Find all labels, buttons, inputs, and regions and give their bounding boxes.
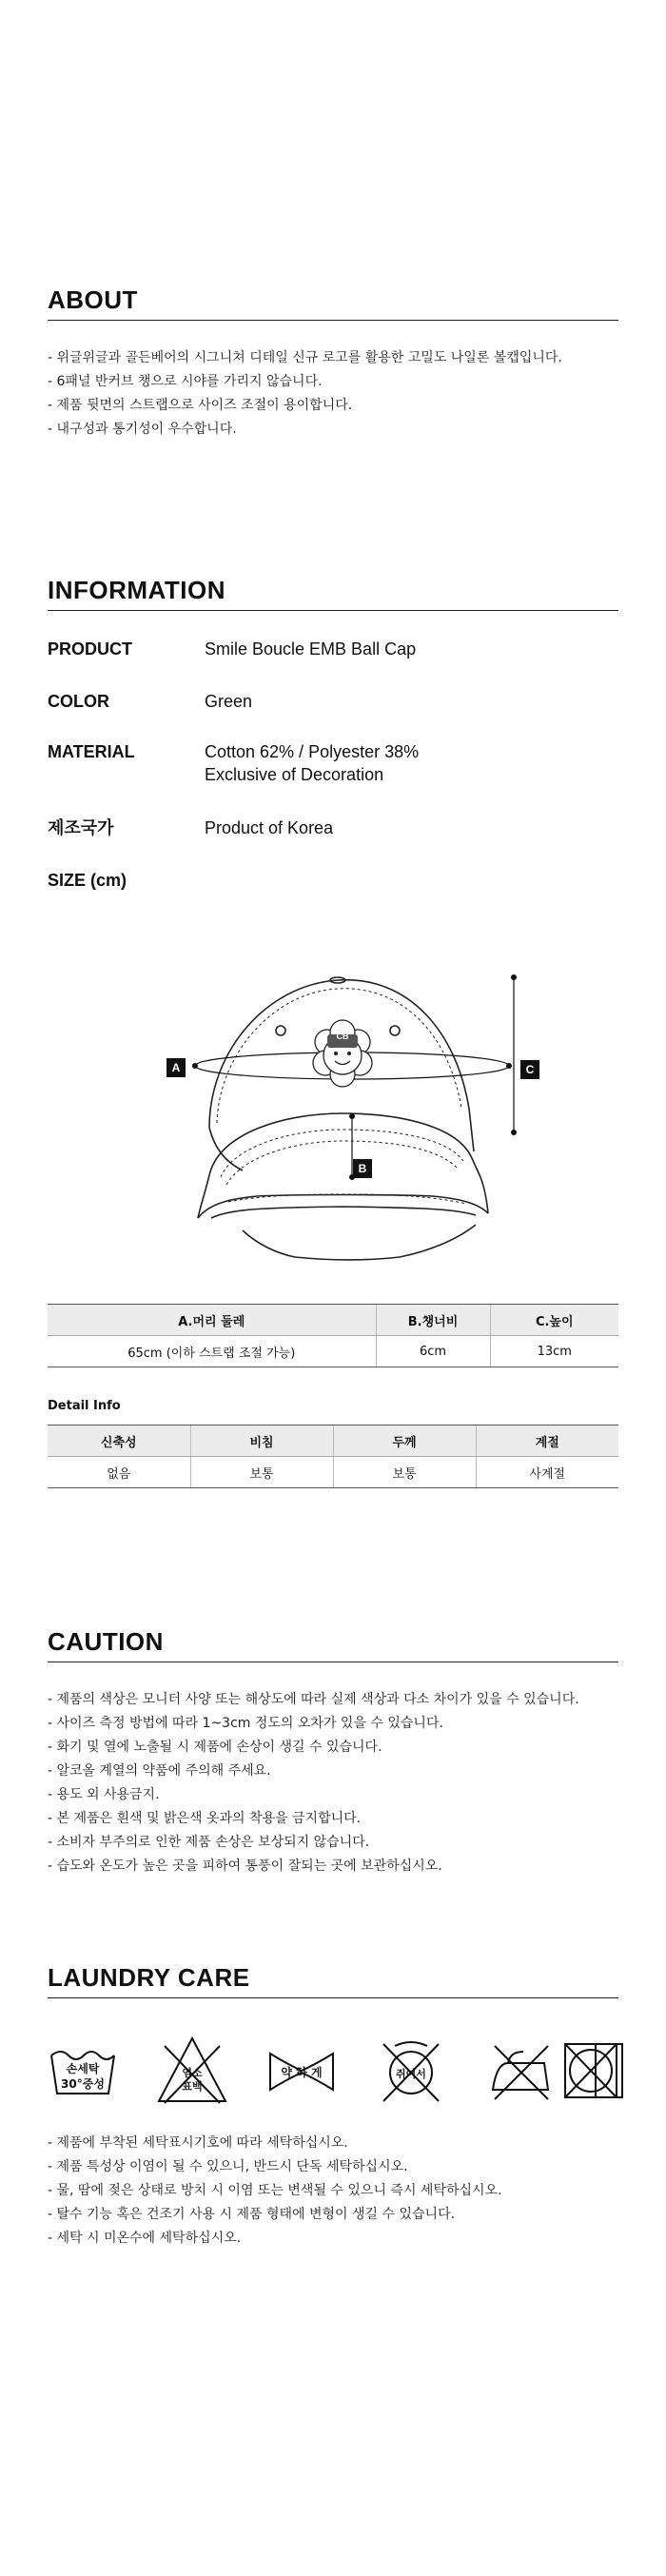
table-row: [48, 1336, 618, 1367]
information-title: INFORMATION: [48, 576, 225, 604]
laundry-list: [48, 2132, 628, 2251]
laundry-item: - 물, 땀에 젖은 상태로 방치 시 이염 또는 변색될 수 있으니 즉시 세탁하십시오.: [48, 2183, 502, 2198]
detail-cell: 보통: [333, 1457, 476, 1488]
info-value: Smile Boucle EMB Ball Cap: [205, 639, 417, 659]
detail-cell: 보통: [190, 1457, 333, 1488]
laundry-item: - 제품에 부착된 세탁표시기호에 따라 세탁하십시오.: [48, 2135, 348, 2151]
about-list: [48, 346, 628, 442]
detail-cell: 없음: [48, 1457, 190, 1488]
detail-header: 계절: [476, 1426, 618, 1457]
size-label: SIZE (cm): [48, 871, 127, 890]
info-key: PRODUCT: [48, 639, 132, 659]
caution-item: - 본 제품은 흰색 및 밝은색 옷과의 착용을 금지합니다.: [48, 1811, 362, 1826]
bleach-icon: [157, 2035, 227, 2107]
caution-item: - 화기 및 열에 노출될 시 제품에 손상이 생길 수 있습니다.: [48, 1740, 382, 1755]
detail-info-label: Detail Info: [48, 1399, 121, 1413]
about-item: - 내구성과 통기성이 우수합니다.: [48, 422, 237, 437]
info-key: COLOR: [48, 692, 109, 711]
size-header-a: A.머리 둘레: [48, 1305, 376, 1336]
gentle-wring-text: 약 하 게: [281, 2066, 323, 2079]
detail-header: 신축성: [48, 1426, 190, 1457]
caution-item: - 알코올 계열의 약품에 주의해 주세요.: [48, 1763, 271, 1779]
flower-logo-icon: [313, 1020, 372, 1087]
about-divider: [48, 320, 618, 321]
hand-wash-text: 손세탁: [66, 2062, 100, 2075]
caution-title: CAUTION: [48, 1627, 164, 1656]
about-item: - 6패널 반커브 챙으로 시야를 가리지 않습니다.: [48, 374, 323, 389]
about-item: - 위글위글과 골든베어의 시그니쳐 디테일 신규 로고를 활용한 고밀도 나일론 볼캡입니다.: [48, 350, 562, 365]
laundry-item: - 세탁 시 미온수에 세탁하십시오.: [48, 2231, 242, 2246]
cap-logo-text: CB: [336, 1032, 349, 1041]
cap-diagram: [152, 928, 552, 1270]
laundry-divider: [48, 1997, 618, 1998]
size-header-b: B.챙너비: [376, 1305, 490, 1336]
hand-wash-temp: 30°중성: [61, 2077, 105, 2091]
laundry-item: - 제품 특성상 이염이 될 수 있으니, 반드시 단독 세탁하십시오.: [48, 2159, 408, 2174]
detail-table-header: [48, 1426, 618, 1457]
do-not-iron-icon: [485, 2035, 556, 2107]
detail-header: 두께: [333, 1426, 476, 1457]
laundry-icons: [48, 2035, 618, 2111]
size-cell-a: 65cm (이하 스트랩 조절 가능): [48, 1336, 376, 1367]
bleach-text-2: 표백: [182, 2080, 203, 2093]
laundry-title: LAUNDRY CARE: [48, 1963, 250, 1992]
size-table-header: [48, 1305, 618, 1336]
size-cell-b: 6cm: [376, 1336, 490, 1367]
about-title: ABOUT: [48, 285, 138, 314]
hand-wash-icon: [48, 2035, 118, 2107]
bleach-text-1: 염소: [182, 2067, 203, 2079]
do-not-wring-icon: [376, 2035, 446, 2107]
info-value-secondary: Exclusive of Decoration: [205, 765, 384, 784]
info-value: Product of Korea: [205, 818, 334, 837]
caution-item: - 습도와 온도가 높은 곳을 피하여 통풍이 잘되는 곳에 보관하십시오.: [48, 1858, 442, 1874]
info-value: Cotton 62% / Polyester 38%: [205, 742, 420, 761]
detail-cell: 사계절: [476, 1457, 618, 1488]
marker-c: C: [520, 1060, 539, 1079]
size-cell-c: 13cm: [490, 1336, 618, 1367]
marker-b: B: [353, 1159, 372, 1178]
caution-item: - 제품의 색상은 모니터 사양 또는 해상도에 따라 실제 색상과 다소 차이가 있을 수 있습니다.: [48, 1692, 579, 1707]
gentle-wring-icon: [266, 2035, 337, 2107]
caution-item: - 용도 외 사용금지.: [48, 1787, 160, 1802]
caution-list: [48, 1688, 628, 1878]
marker-a: A: [166, 1058, 186, 1077]
about-item: - 제품 뒷면의 스트랩으로 사이즈 조절이 용이합니다.: [48, 398, 353, 413]
do-not-dry-icon: [561, 2035, 618, 2107]
size-table: [48, 1304, 618, 1367]
cap-illustration: [152, 928, 552, 1270]
laundry-item: - 탈수 기능 혹은 건조기 사용 시 제품 형태에 변형이 생길 수 있습니다.: [48, 2207, 456, 2222]
info-value: Green: [205, 692, 253, 711]
size-header-c: C.높이: [490, 1305, 618, 1336]
detail-header: 비침: [190, 1426, 333, 1457]
table-row: [48, 1457, 618, 1488]
info-key: MATERIAL: [48, 742, 135, 761]
do-not-wring-text: 쥐어서: [396, 2068, 426, 2080]
caution-item: - 소비자 부주의로 인한 제품 손상은 보상되지 않습니다.: [48, 1835, 370, 1850]
caution-item: - 사이즈 측정 방법에 따라 1~3cm 정도의 오차가 있을 수 있습니다.: [48, 1716, 443, 1731]
detail-info-table: [48, 1425, 618, 1488]
info-key: 제조국가: [48, 818, 114, 837]
information-divider: [48, 610, 618, 611]
